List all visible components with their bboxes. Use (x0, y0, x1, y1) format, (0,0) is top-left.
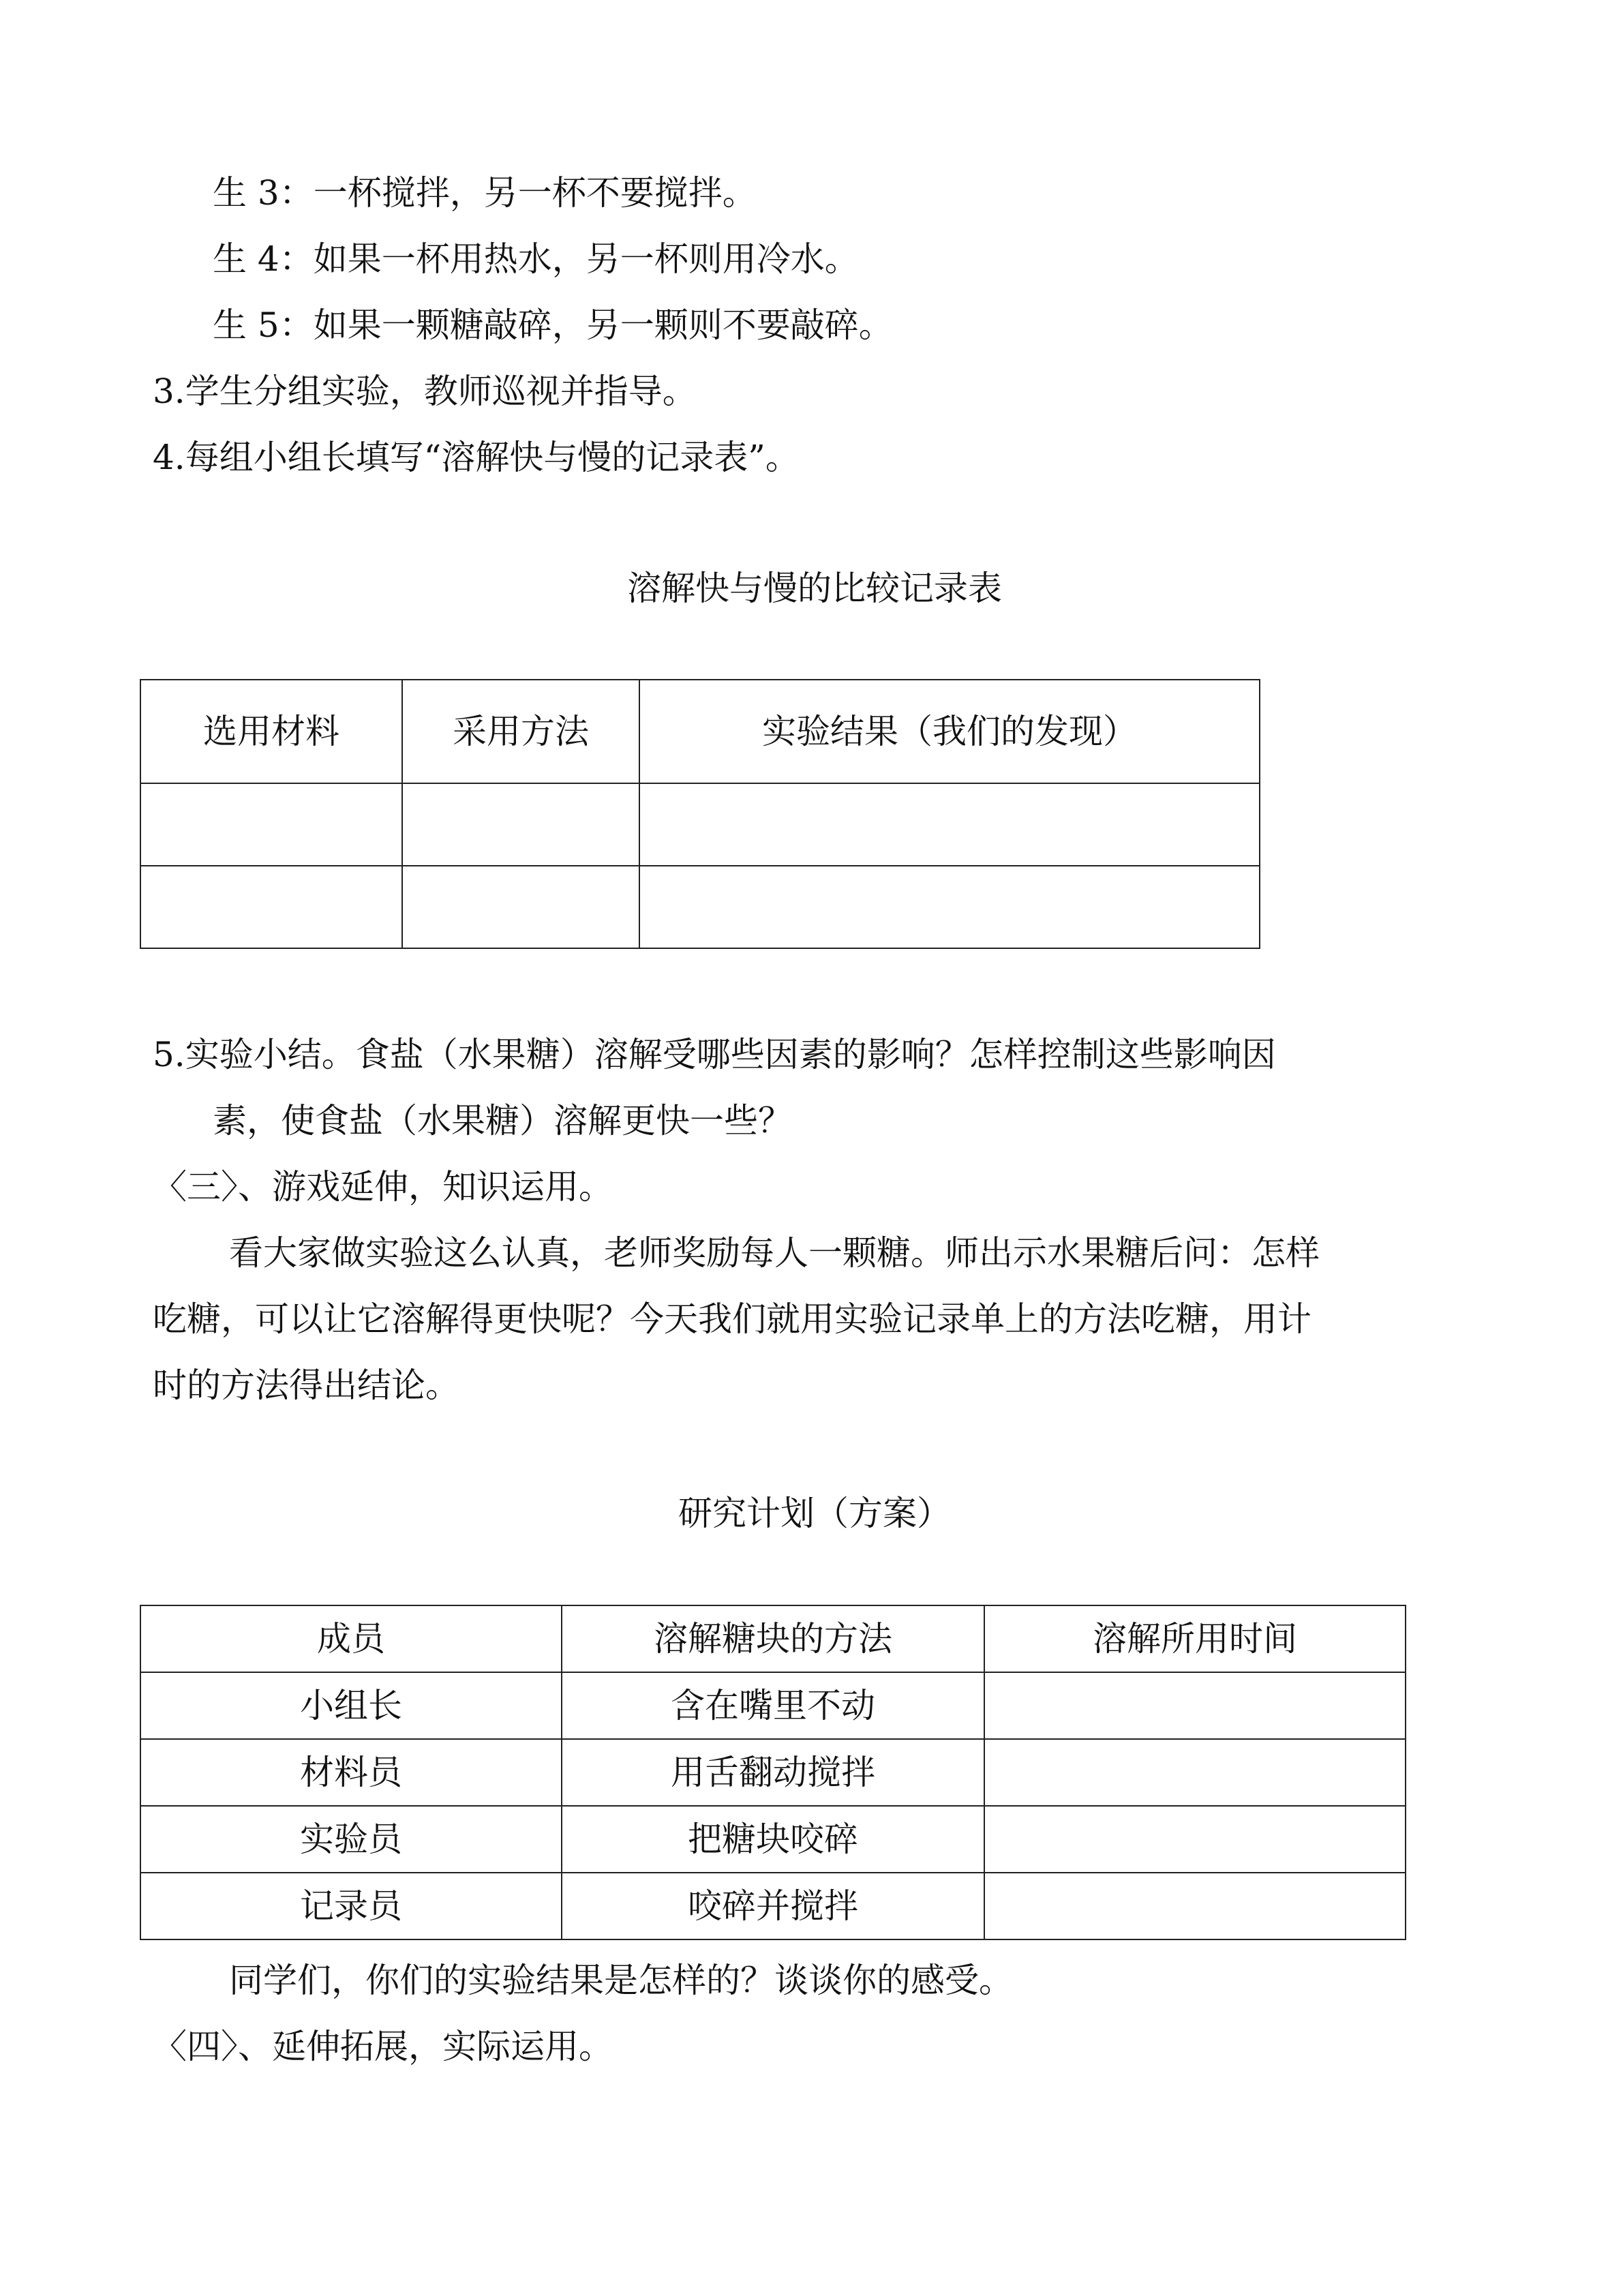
table-cell (984, 1672, 1406, 1739)
table-cell: 咬碎并搅拌 (562, 1873, 984, 1939)
table-cell: 把糖块咬碎 (562, 1806, 984, 1873)
header-cell: 溶解所用时间 (984, 1605, 1406, 1672)
table-row (140, 1806, 1406, 1873)
table-cell: 用舌翻动搅拌 (562, 1739, 984, 1806)
table-row (140, 783, 1260, 866)
header-cell: 成员 (140, 1605, 562, 1672)
header-cell: 实验结果（我们的发现） (639, 680, 1260, 783)
table-cell (984, 1739, 1406, 1806)
paragraph-line: 时的方法得出结论。 (153, 1365, 459, 1405)
section-heading: 〈三〉、游戏延伸，知识运用。 (153, 1167, 613, 1207)
table-header-row (140, 680, 1260, 783)
table2-title: 研究计划（方案） (678, 1494, 951, 1533)
table-row (140, 1672, 1406, 1739)
summary-line: 5.实验小结。食盐（水果糖）溶解受哪些因素的影响？怎样控制这些影响因 (153, 1035, 1276, 1074)
table-header-row (140, 1605, 1406, 1672)
paragraph-line: 吃糖，可以让它溶解得更快呢？今天我们就用实验记录单上的方法吃糖，用计 (153, 1299, 1311, 1339)
table-cell: 小组长 (140, 1672, 562, 1739)
text-line: 生 4：如果一杯用热水，另一杯则用冷水。 (213, 239, 859, 279)
table-cell (402, 866, 639, 948)
research-plan-table (140, 1605, 1406, 1940)
table-row (140, 866, 1260, 948)
summary-line: 素，使食盐（水果糖）溶解更快一些？ (213, 1101, 792, 1141)
table-cell: 含在嘴里不动 (562, 1672, 984, 1739)
header-cell: 溶解糖块的方法 (562, 1605, 984, 1672)
paragraph-line: 看大家做实验这么认真，老师奖励每人一颗糖。师出示水果糖后问：怎样 (229, 1233, 1320, 1273)
table-cell (140, 783, 402, 866)
table-cell (984, 1806, 1406, 1873)
table-cell (984, 1873, 1406, 1939)
header-cell: 选用材料 (140, 680, 402, 783)
table-cell: 材料员 (140, 1739, 562, 1806)
text-line: 4.每组小组长填写“溶解快与慢的记录表”。 (153, 438, 800, 477)
table-cell (140, 866, 402, 948)
table-cell: 实验员 (140, 1806, 562, 1873)
table-cell: 记录员 (140, 1873, 562, 1939)
table-row (140, 1873, 1406, 1939)
text-line: 3.学生分组实验，教师巡视并指导。 (153, 372, 697, 411)
table-cell (639, 866, 1260, 948)
text-line: 生 5：如果一颗糖敲碎，另一颗则不要敲碎。 (213, 305, 893, 345)
dissolve-record-table (140, 679, 1260, 949)
closing-line: 同学们，你们的实验结果是怎样的？谈谈你的感受。 (229, 1961, 1013, 2000)
table1-title: 溶解快与慢的比较记录表 (627, 569, 1002, 608)
table-row (140, 1739, 1406, 1806)
section-heading: 〈四〉、延伸拓展，实际运用。 (153, 2027, 613, 2066)
table-cell (402, 783, 639, 866)
header-cell: 采用方法 (402, 680, 639, 783)
table-cell (639, 783, 1260, 866)
text-line: 生 3：一杯搅拌，另一杯不要搅拌。 (213, 173, 757, 213)
